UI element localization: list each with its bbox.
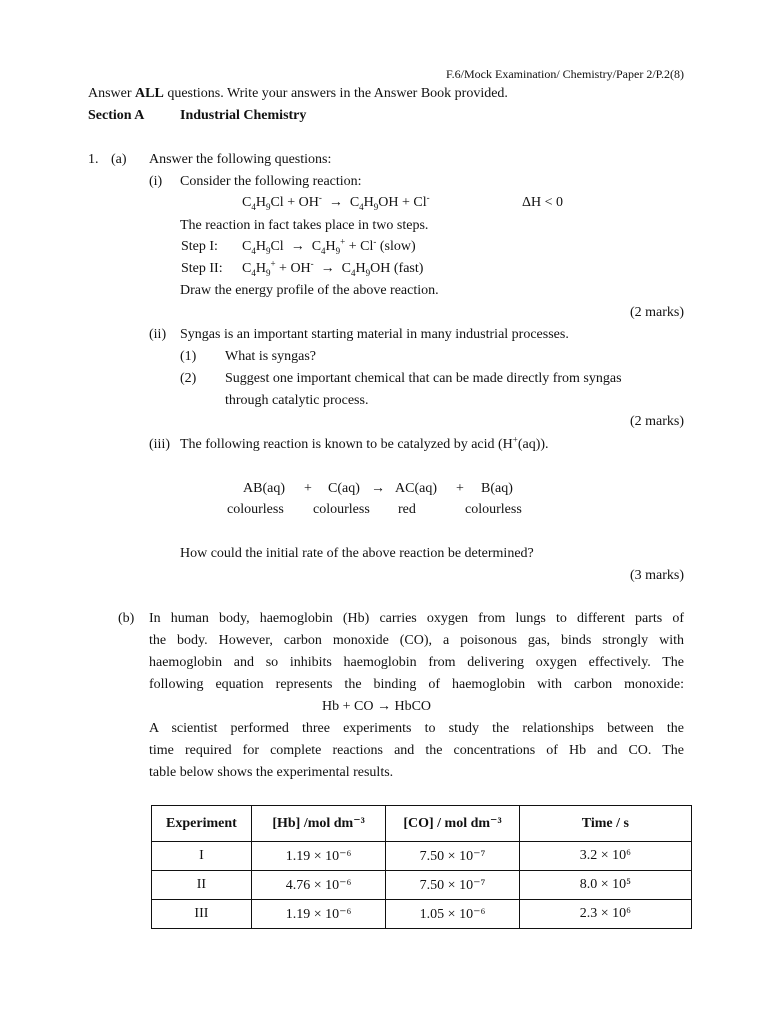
header-experiment: Experiment [152, 806, 252, 842]
marks-i: (2 marks) [629, 305, 684, 320]
cell-experiment: III [152, 900, 252, 929]
eq-term-b: B(aq) [481, 481, 513, 496]
ii-1-text: What is syngas? [225, 349, 316, 364]
cell-experiment: II [152, 871, 252, 900]
sub-i-label: (i) [149, 174, 163, 189]
results-table [151, 805, 692, 929]
marks-ii: (2 marks) [629, 414, 684, 429]
cell-hb: 4.76 × 10⁻⁶ [251, 871, 385, 900]
table-row [152, 871, 692, 900]
cell-co: 1.05 × 10⁻⁶ [386, 900, 519, 929]
enthalpy-change: ΔH < 0 [522, 195, 564, 210]
colour-b: colourless [465, 502, 522, 517]
page-header: F.6/Mock Examination/ Chemistry/Paper 2/P.2(8) [445, 67, 684, 81]
instruction: Answer ALL questions. Write your answers in the Answer Book provided. [88, 86, 508, 101]
cell-time: 3.2 × 10⁶ [519, 842, 691, 871]
cell-hb: 1.19 × 10⁻⁶ [251, 842, 385, 871]
sub-iii-label: (iii) [149, 437, 170, 452]
ii-2-label: (2) [180, 371, 197, 386]
step2-label: Step II: [181, 261, 223, 276]
table-row [152, 900, 692, 929]
header-co: [CO] / mol dm⁻³ [386, 806, 519, 842]
overall-reaction: $C_4H_9Cl + OH^- \to C_4H_9OH + Cl^-$ [242, 192, 430, 212]
ii-2-text-line2: through catalytic process. [225, 393, 369, 408]
ii-2-text-line1: Suggest one important chemical that can be made directly from syngas [225, 371, 622, 386]
part-b-label: (b) [118, 611, 135, 626]
header-hb: [Hb] /mol dm⁻³ [251, 806, 385, 842]
cell-co: 7.50 × 10⁻⁷ [386, 871, 519, 900]
question-number: 1. [88, 152, 99, 167]
step2-equation: $C_4H_9^+ + OH^- \to C_4H_9OH$ (fast) [242, 258, 424, 278]
section-title: Industrial Chemistry [180, 108, 307, 123]
table-header-row [152, 806, 692, 842]
cell-time: 8.0 × 10⁵ [519, 871, 691, 900]
eq-term-ac: AC(aq) [395, 481, 437, 496]
part-a-label: (a) [111, 152, 127, 167]
eq-plus-2: + [456, 481, 464, 496]
two-steps-text: The reaction in fact takes place in two steps. [180, 218, 429, 233]
header-time: Time / s [519, 806, 691, 842]
sub-ii-label: (ii) [149, 327, 167, 342]
cell-hb: 1.19 × 10⁻⁶ [251, 900, 385, 929]
colour-ac: red [398, 502, 416, 517]
sub-iii-text: The following reaction is known to be catalyzed by acid (H+(aq)). [180, 434, 549, 452]
eq-term-ab: AB(aq) [243, 481, 285, 496]
colour-ab: colourless [227, 502, 284, 517]
cell-time: 2.3 × 10⁶ [519, 900, 691, 929]
draw-instruction: Draw the energy profile of the above reaction. [180, 283, 439, 298]
section-label: Section A [88, 108, 145, 123]
ii-1-label: (1) [180, 349, 197, 364]
part-b-paragraph-1: In human body, haemoglobin (Hb) carries oxygen from lungs to different parts of the body. However, carbon monoxide (CO), a poisonous gas, binds strongly with haemoglobin and so inhibits haemoglobin from delivering oxygen effectively. The following equation represents the binding of haemoglobin with carbon monoxide: [149, 611, 684, 692]
colour-c: colourless [313, 502, 370, 517]
sub-ii-text: Syngas is an important starting material in many industrial processes. [180, 327, 569, 342]
table-row [152, 842, 692, 871]
cell-co: 7.50 × 10⁻⁷ [386, 842, 519, 871]
step1-label: Step I: [181, 239, 218, 254]
eq-arrow: → [371, 481, 385, 496]
binding-equation: Hb + CO → HbCO [322, 699, 432, 714]
eq-term-c: C(aq) [328, 481, 360, 496]
marks-iii: (3 marks) [629, 568, 684, 583]
step1-equation: $C_4H_9Cl \to C_4H_9^+ + Cl^-$ (slow) [242, 236, 416, 256]
part-a-intro: Answer the following questions: [149, 152, 332, 167]
sub-i-text: Consider the following reaction: [180, 174, 362, 189]
eq-plus-1: + [304, 481, 312, 496]
part-b-paragraph-2: A scientist performed three experiments to study the relationships between the time required for complete reactions and the concentrations of Hb and CO. The table below shows the experimental results. [149, 721, 684, 780]
rate-question: How could the initial rate of the above reaction be determined? [180, 546, 534, 561]
cell-experiment: I [152, 842, 252, 871]
